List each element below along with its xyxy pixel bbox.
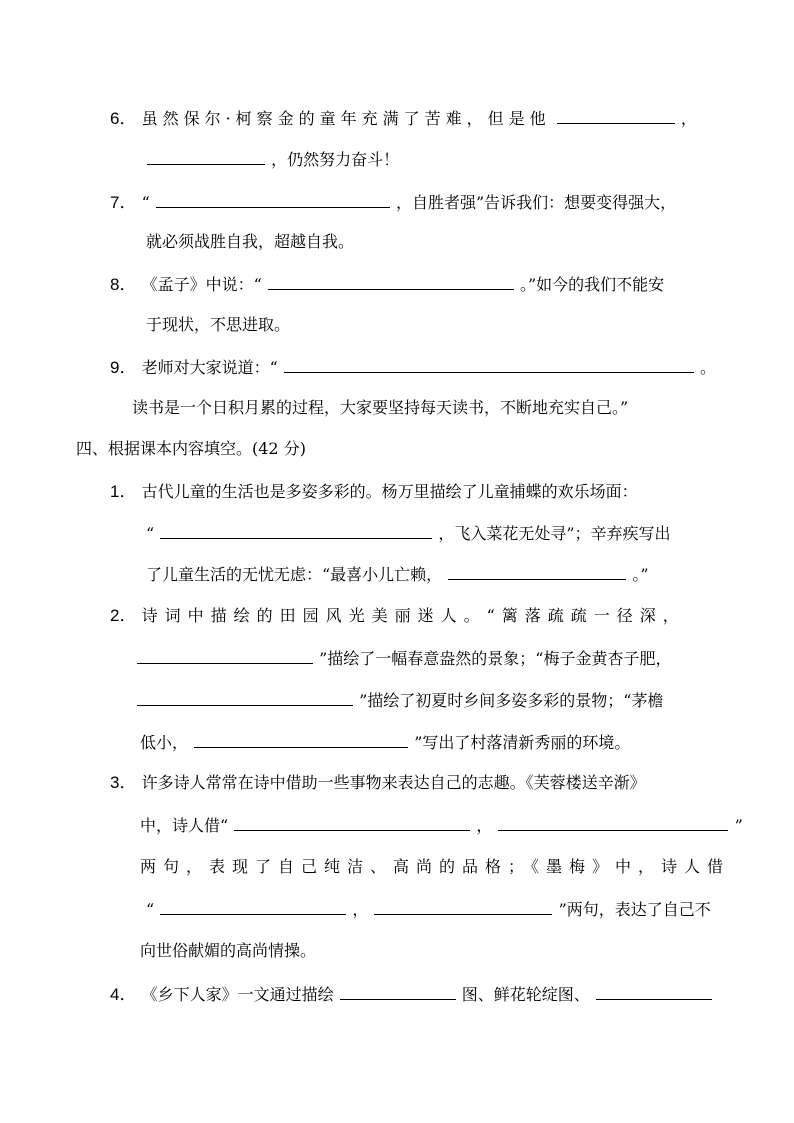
s3-line1 bbox=[110, 773, 646, 793]
s2-blank-1[interactable] bbox=[137, 648, 313, 664]
q9-line2 bbox=[132, 398, 628, 418]
s4-line1 bbox=[110, 984, 713, 1005]
s2-line2 bbox=[136, 648, 671, 669]
s2-blank-3[interactable] bbox=[194, 732, 408, 748]
s1-number: 1． bbox=[110, 482, 137, 501]
s3-text-e: 两句，表现了自己纯洁、高尚的品格；《墨梅》中，诗人借 bbox=[140, 857, 731, 876]
s3-text-b: 中，诗人借“ bbox=[140, 816, 229, 835]
q8-line1 bbox=[110, 274, 664, 295]
s3-text-h: ”两句，表达了自己不 bbox=[558, 900, 711, 919]
s3-text-d: ” bbox=[734, 816, 743, 835]
s2-text-c: ”描绘了初夏时乡间多姿多彩的景物；“茅檐 bbox=[359, 691, 664, 710]
q9-line1 bbox=[110, 357, 716, 378]
q9-text-a: 老师对大家说道：“ bbox=[141, 358, 278, 377]
s3-blank-4[interactable] bbox=[374, 899, 552, 915]
s1-text-e: 。” bbox=[632, 565, 649, 584]
q8-text-b: 。”如今的我们不能安 bbox=[519, 275, 665, 294]
s1-blank-2[interactable] bbox=[448, 564, 626, 580]
q8-line2 bbox=[146, 315, 290, 335]
q6-text-c: ，仍然努力奋斗！ bbox=[271, 150, 400, 169]
q7-text-b: ，自胜者强”告诉我们：想要变得强大， bbox=[395, 193, 677, 212]
q7-text-c: 就必须战胜自我，超越自我。 bbox=[146, 232, 355, 251]
s2-line3 bbox=[136, 690, 663, 711]
s3-line4 bbox=[146, 899, 711, 920]
q8-text-a: 《孟子》中说：“ bbox=[141, 275, 262, 294]
q7-line1 bbox=[110, 192, 676, 213]
s3-number: 3． bbox=[110, 773, 137, 792]
s3-text-c: ， bbox=[476, 816, 493, 835]
s2-text-a: 诗词中描绘的田园风光美丽迷人。“篱落疏疏一径深， bbox=[141, 606, 686, 625]
s1-line2 bbox=[146, 523, 671, 544]
s1-line1 bbox=[110, 482, 638, 502]
q9-blank-1[interactable] bbox=[284, 357, 694, 373]
q8-text-c: 于现状，不思进取。 bbox=[146, 315, 291, 334]
s1-blank-1[interactable] bbox=[160, 523, 432, 539]
q6-number: 6． bbox=[110, 109, 137, 128]
q9-text-c: 读书是一个日积月累的过程，大家要坚持每天读书，不断地充实自己。” bbox=[132, 398, 629, 417]
q6-blank-2[interactable] bbox=[147, 149, 265, 165]
s1-text-d: 了儿童生活的无忧无虑：“最喜小儿亡赖， bbox=[146, 565, 443, 584]
s3-line3 bbox=[140, 857, 730, 877]
s2-text-e: ”写出了村落清新秀丽的环境。 bbox=[414, 733, 631, 752]
q6-text-b: ， bbox=[680, 109, 697, 128]
q7-line2 bbox=[146, 232, 354, 252]
s4-number: 4． bbox=[110, 985, 137, 1004]
s1-text-c: ，飞入菜花无处寻”；辛弃疾写出 bbox=[438, 524, 671, 543]
s2-number: 2． bbox=[110, 606, 137, 625]
s4-text-b: 图、鲜花轮绽图、 bbox=[461, 985, 590, 1004]
q7-blank-1[interactable] bbox=[156, 192, 390, 208]
q6-line2 bbox=[146, 149, 399, 170]
s2-text-d: 低小， bbox=[140, 733, 189, 752]
q6-line1 bbox=[110, 108, 697, 129]
s3-line2 bbox=[140, 815, 743, 836]
section-four-heading: 四、根据课本内容填空。(42 分) bbox=[76, 439, 306, 458]
s2-line4 bbox=[140, 732, 630, 753]
q9-text-b: 。 bbox=[699, 358, 716, 377]
s3-blank-3[interactable] bbox=[160, 899, 346, 915]
s4-blank-2[interactable] bbox=[596, 984, 712, 1000]
s3-text-a: 许多诗人常常在诗中借助一些事物来表达自己的志趣。《芙蓉楼送辛渐》 bbox=[141, 773, 646, 792]
q6-text-a: 虽然保尔·柯察金的童年充满了苦难，但是他 bbox=[141, 109, 551, 128]
s3-text-g: ， bbox=[352, 900, 369, 919]
s3-text-f: “ bbox=[146, 900, 155, 919]
s2-blank-2[interactable] bbox=[137, 690, 353, 706]
q7-number: 7． bbox=[110, 193, 137, 212]
s4-blank-1[interactable] bbox=[340, 984, 456, 1000]
q8-number: 8． bbox=[110, 275, 137, 294]
s1-text-b: “ bbox=[146, 524, 155, 543]
s2-line1 bbox=[110, 606, 686, 626]
s3-text-i: 向世俗献媚的高尚情操。 bbox=[140, 941, 317, 960]
q7-text-a: “ bbox=[141, 193, 150, 212]
q6-blank-1[interactable] bbox=[557, 108, 675, 124]
s3-blank-2[interactable] bbox=[498, 815, 728, 831]
s1-text-a: 古代儿童的生活也是多姿多彩的。杨万里描绘了儿童捕蝶的欢乐场面： bbox=[141, 482, 638, 501]
s3-line5 bbox=[140, 941, 316, 961]
q9-number: 9． bbox=[110, 358, 137, 377]
q8-blank-1[interactable] bbox=[268, 274, 514, 290]
s2-text-b: ”描绘了一幅春意盎然的景象；“梅子金黄杏子肥， bbox=[319, 649, 672, 668]
s3-blank-1[interactable] bbox=[234, 815, 470, 831]
s1-line3 bbox=[146, 564, 649, 585]
s4-text-a: 《乡下人家》一文通过描绘 bbox=[141, 985, 334, 1004]
